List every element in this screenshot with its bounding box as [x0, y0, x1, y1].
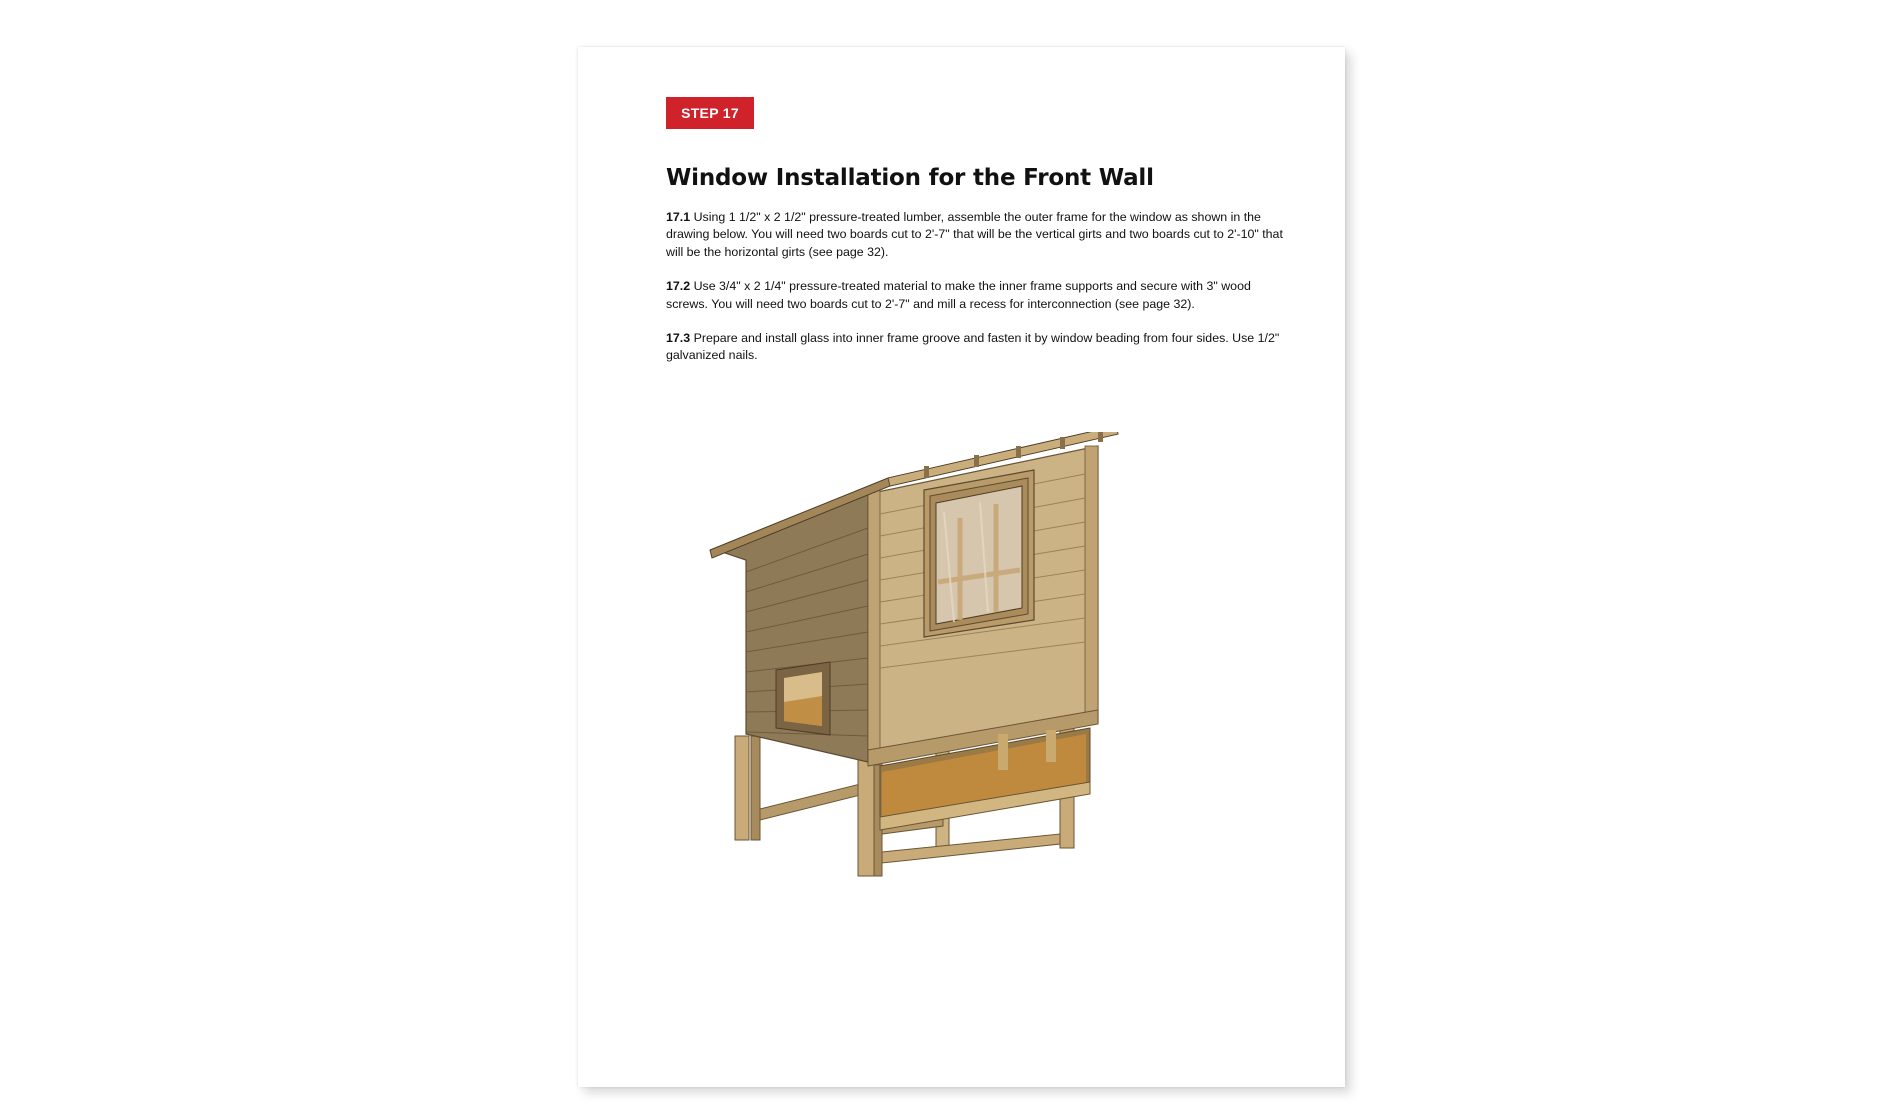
- instruction-text: Using 1 1/2" x 2 1/2" pressure-treated lumber, assemble the outer frame for the window as shown in the drawing below. You will need two boards cut to 2'-7" that will be the vertical girts and two boards cut to 2'-10" that will be the horizontal girts (see page 32).: [666, 210, 1283, 259]
- hutch-illustration: [698, 432, 1198, 932]
- inner-post-1: [998, 734, 1008, 770]
- instruction-text: Prepare and install glass into inner frame groove and fasten it by window beading from four sides. Use 1/2" galvanized nails.: [666, 331, 1280, 363]
- instructions: [666, 209, 1291, 382]
- step-badge: STEP 17: [666, 97, 754, 129]
- front-wall: [868, 446, 1098, 766]
- window: [924, 470, 1034, 637]
- instruction-17-3: [666, 330, 1291, 365]
- instruction-number: 17.1: [666, 210, 691, 224]
- front-right-post: [1085, 446, 1098, 724]
- instruction-number: 17.3: [666, 331, 691, 346]
- leg-back-left: [735, 736, 749, 840]
- document-page: [578, 47, 1345, 1087]
- rail-front-bottom: [882, 834, 1060, 863]
- instruction-number: 17.2: [666, 279, 691, 294]
- front-corner-post: [868, 490, 880, 765]
- page-title: Window Installation for the Front Wall: [666, 165, 1154, 191]
- inner-post-2: [1046, 730, 1056, 762]
- instruction-17-1: [666, 209, 1291, 261]
- side-wall: [722, 494, 868, 762]
- leg-back-left-side: [751, 736, 760, 840]
- instruction-17-2: [666, 278, 1291, 313]
- instruction-text: Use 3/4" x 2 1/4" pressure-treated material to make the inner frame supports and secure with 3" wood screws. You will need two boards cut to 2'-7" and mill a recess for interconnection (see page 32).: [666, 279, 1251, 311]
